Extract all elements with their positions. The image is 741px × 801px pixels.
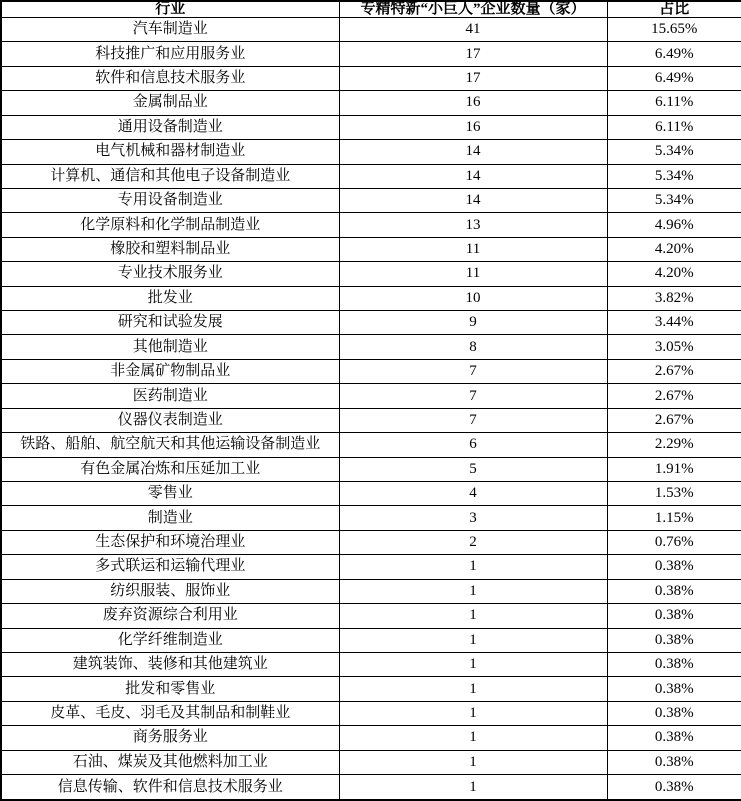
table-row [1, 140, 741, 164]
industry-cell: 金属制品业 [1, 91, 339, 115]
count-cell: 7 [339, 384, 607, 408]
table-row [1, 506, 741, 530]
count-cell: 2 [339, 530, 607, 554]
count-cell: 1 [339, 604, 607, 628]
industry-cell: 科技推广和应用服务业 [1, 42, 339, 66]
share-cell: 0.38% [607, 652, 741, 676]
industry-cell: 多式联运和运输代理业 [1, 555, 339, 579]
industry-cell: 医药制造业 [1, 384, 339, 408]
table-row [1, 286, 741, 310]
share-cell: 0.38% [607, 555, 741, 579]
industry-cell: 电气机械和器材制造业 [1, 140, 339, 164]
share-cell: 4.20% [607, 262, 741, 286]
table-row [1, 188, 741, 212]
share-cell: 0.38% [607, 628, 741, 652]
table-row [1, 433, 741, 457]
share-cell: 6.11% [607, 115, 741, 139]
count-cell: 1 [339, 579, 607, 603]
share-cell: 5.34% [607, 188, 741, 212]
table-row [1, 652, 741, 676]
industry-cell: 有色金属冶炼和压延加工业 [1, 457, 339, 481]
industry-cell: 其他制造业 [1, 335, 339, 359]
table-row [1, 530, 741, 554]
table-row [1, 457, 741, 481]
share-cell: 4.20% [607, 237, 741, 261]
table-row [1, 604, 741, 628]
col-header-enterprise-count: 专精特新“小巨人”企业数量（家） [339, 1, 607, 18]
share-cell: 6.49% [607, 66, 741, 90]
count-cell: 7 [339, 408, 607, 432]
share-cell: 5.34% [607, 164, 741, 188]
share-cell: 1.53% [607, 482, 741, 506]
table-row [1, 311, 741, 335]
share-cell: 2.67% [607, 384, 741, 408]
table-row [1, 628, 741, 652]
industry-cell: 批发业 [1, 286, 339, 310]
industry-cell: 建筑装饰、装修和其他建筑业 [1, 652, 339, 676]
share-cell: 0.38% [607, 701, 741, 725]
count-cell: 41 [339, 18, 607, 42]
industry-cell: 计算机、通信和其他电子设备制造业 [1, 164, 339, 188]
count-cell: 8 [339, 335, 607, 359]
col-header-industry: 行业 [1, 1, 339, 18]
table-row [1, 335, 741, 359]
industry-cell: 商务服务业 [1, 726, 339, 750]
share-cell: 0.38% [607, 677, 741, 701]
table-row [1, 579, 741, 603]
industry-cell: 纺织服装、服饰业 [1, 579, 339, 603]
table-row [1, 115, 741, 139]
share-cell: 0.38% [607, 726, 741, 750]
industry-cell: 皮革、毛皮、羽毛及其制品和制鞋业 [1, 701, 339, 725]
share-cell: 2.67% [607, 359, 741, 383]
industry-cell: 橡胶和塑料制品业 [1, 237, 339, 261]
count-cell: 16 [339, 115, 607, 139]
count-cell: 1 [339, 701, 607, 725]
industry-cell: 铁路、船舶、航空航天和其他运输设备制造业 [1, 433, 339, 457]
share-cell: 5.34% [607, 140, 741, 164]
count-cell: 14 [339, 140, 607, 164]
industry-cell: 软件和信息技术服务业 [1, 66, 339, 90]
table-row [1, 701, 741, 725]
count-cell: 1 [339, 628, 607, 652]
table-row [1, 18, 741, 42]
count-cell: 3 [339, 506, 607, 530]
table-row [1, 384, 741, 408]
table-row [1, 359, 741, 383]
industry-cell: 专用设备制造业 [1, 188, 339, 212]
table-row [1, 42, 741, 66]
table-row [1, 726, 741, 750]
table-row [1, 408, 741, 432]
count-cell: 14 [339, 188, 607, 212]
share-cell: 3.05% [607, 335, 741, 359]
count-cell: 5 [339, 457, 607, 481]
table-row [1, 750, 741, 774]
table-row [1, 91, 741, 115]
share-cell: 2.29% [607, 433, 741, 457]
industry-cell: 专业技术服务业 [1, 262, 339, 286]
count-cell: 13 [339, 213, 607, 237]
count-cell: 1 [339, 652, 607, 676]
table-row [1, 482, 741, 506]
industry-cell: 废弃资源综合利用业 [1, 604, 339, 628]
count-cell: 17 [339, 42, 607, 66]
industry-cell: 批发和零售业 [1, 677, 339, 701]
share-cell: 15.65% [607, 18, 741, 42]
table-row [1, 775, 741, 800]
industry-cell: 石油、煤炭及其他燃料加工业 [1, 750, 339, 774]
table-row [1, 213, 741, 237]
table-row [1, 237, 741, 261]
count-cell: 10 [339, 286, 607, 310]
industry-cell: 研究和试验发展 [1, 311, 339, 335]
count-cell: 1 [339, 555, 607, 579]
table-body [1, 18, 741, 801]
share-cell: 6.11% [607, 91, 741, 115]
share-cell: 0.38% [607, 604, 741, 628]
industry-cell: 化学纤维制造业 [1, 628, 339, 652]
share-cell: 0.38% [607, 775, 741, 800]
table-row [1, 262, 741, 286]
industry-cell: 零售业 [1, 482, 339, 506]
industry-cell: 非金属矿物制品业 [1, 359, 339, 383]
industry-cell: 生态保护和环境治理业 [1, 530, 339, 554]
share-cell: 6.49% [607, 42, 741, 66]
count-cell: 16 [339, 91, 607, 115]
industry-cell: 制造业 [1, 506, 339, 530]
count-cell: 1 [339, 775, 607, 800]
count-cell: 1 [339, 677, 607, 701]
count-cell: 4 [339, 482, 607, 506]
count-cell: 1 [339, 750, 607, 774]
share-cell: 3.44% [607, 311, 741, 335]
share-cell: 0.38% [607, 579, 741, 603]
industry-cell: 信息传输、软件和信息技术服务业 [1, 775, 339, 800]
table-row [1, 164, 741, 188]
industry-cell: 汽车制造业 [1, 18, 339, 42]
count-cell: 6 [339, 433, 607, 457]
industry-cell: 通用设备制造业 [1, 115, 339, 139]
share-cell: 2.67% [607, 408, 741, 432]
count-cell: 9 [339, 311, 607, 335]
table-row [1, 555, 741, 579]
count-cell: 11 [339, 262, 607, 286]
share-cell: 0.38% [607, 750, 741, 774]
table-row [1, 66, 741, 90]
share-cell: 4.96% [607, 213, 741, 237]
count-cell: 17 [339, 66, 607, 90]
col-header-share: 占比 [607, 1, 741, 18]
share-cell: 1.91% [607, 457, 741, 481]
industry-cell: 化学原料和化学制品制造业 [1, 213, 339, 237]
count-cell: 7 [339, 359, 607, 383]
count-cell: 1 [339, 726, 607, 750]
share-cell: 1.15% [607, 506, 741, 530]
count-cell: 14 [339, 164, 607, 188]
table-row [1, 677, 741, 701]
share-cell: 3.82% [607, 286, 741, 310]
header-row [1, 1, 741, 18]
share-cell: 0.76% [607, 530, 741, 554]
industry-cell: 仪器仪表制造业 [1, 408, 339, 432]
count-cell: 11 [339, 237, 607, 261]
